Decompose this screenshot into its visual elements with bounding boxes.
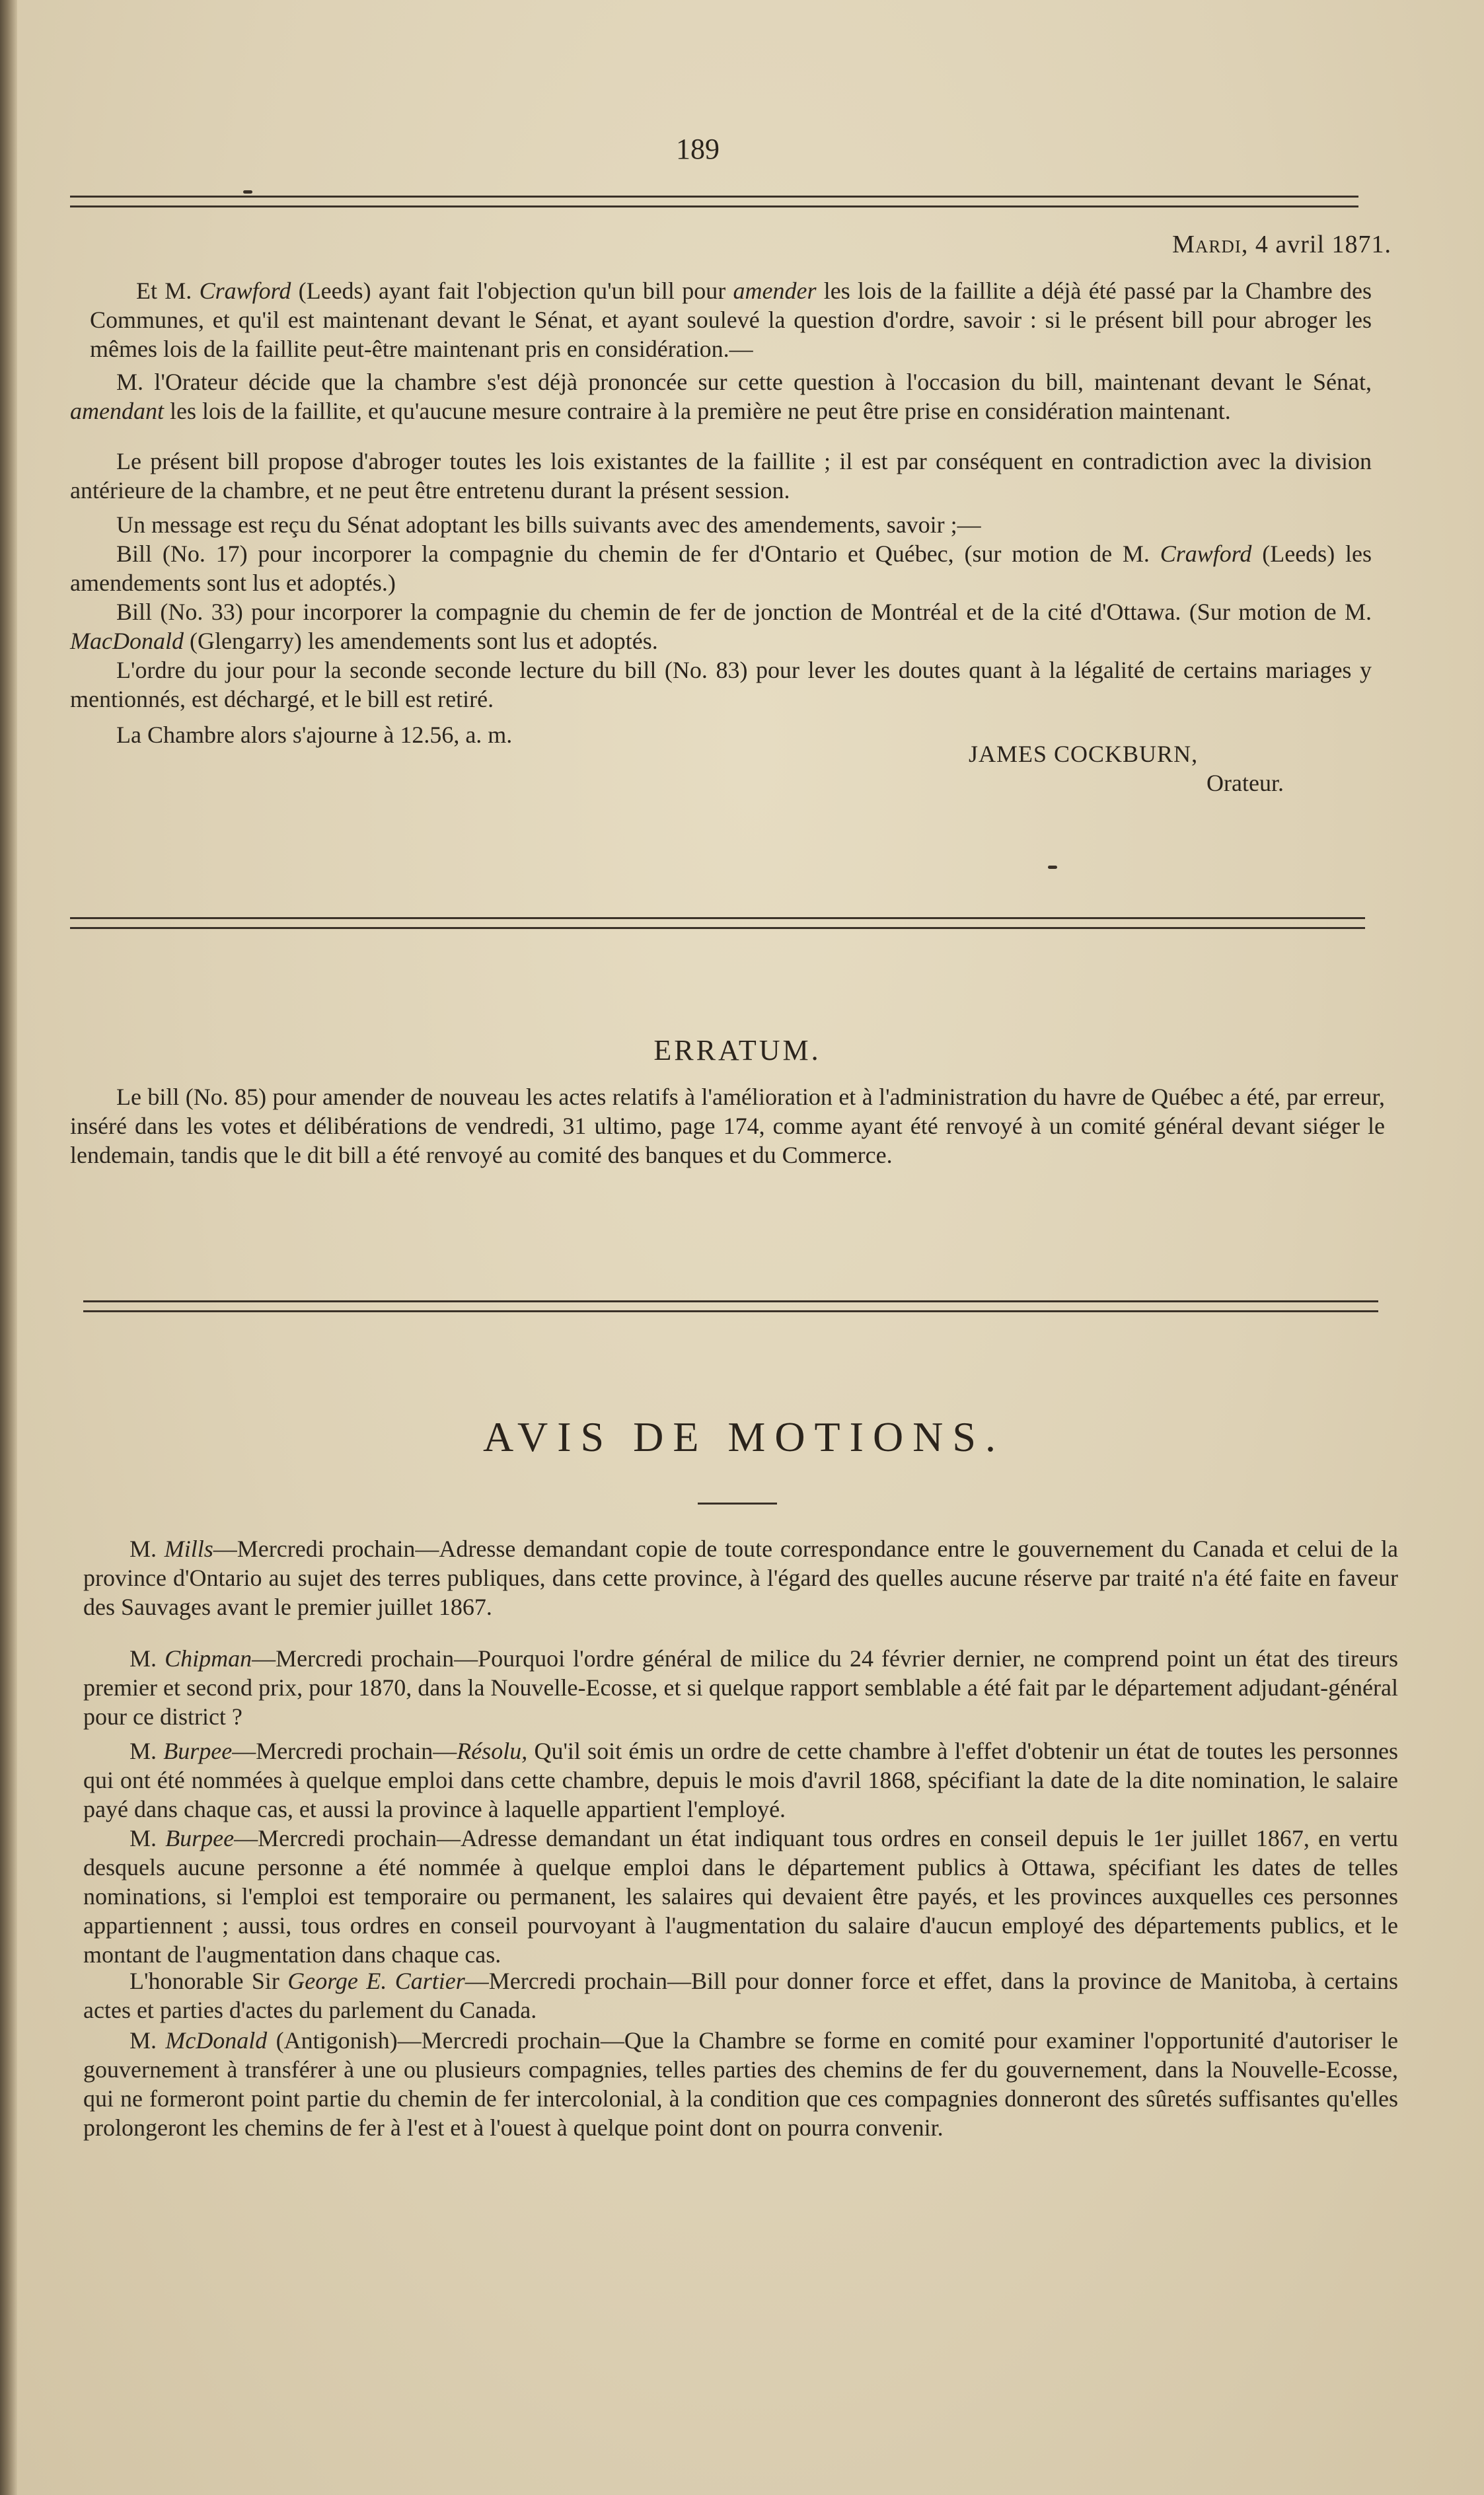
motion-chipman: M. Chipman—Mercredi prochain—Pourquoi l'ordre général de milice du 24 février dernier, ne comprend point un état des tireurs premier et second prix, pour 1870, dans la Nouvelle-Ecosse, et si quelque rapport semblable a été fait par le département adjudant-général pour ce district ? (83, 1645, 1398, 1730)
heading-underline (698, 1503, 777, 1505)
motion-cartier: L'honorable Sir George E. Cartier—Mercredi prochain—Bill pour donner force et effet, dans la province de Manitoba, à certains actes et parties d'actes du parlement du Canada. (83, 1968, 1398, 2023)
paragraph-order-of-day: L'ordre du jour pour la seconde seconde lecture du bill (No. 83) pour lever les doutes quant à la légalité de certains mariages y mentionnés, est déchargé, et le bill est retiré. (70, 657, 1372, 712)
signature-title: Orateur. (1206, 770, 1284, 796)
section-double-rule (70, 917, 1365, 929)
paragraph-bill-proposal: Le présent bill propose d'abroger toutes les lois existantes de la faillite ; il est par conséquent en contradiction avec la division antérieure de la chambre, et ne peut être entretenu durant la présent session. (70, 448, 1372, 503)
motion-burpee-1: M. Burpee—Mercredi prochain—Résolu, Qu'il soit émis un ordre de cette chambre à l'effet d'obtenir un état de toutes les personnes qui ont été nommées à quelque emploi dans cette chambre, depuis le mois d'avril 1868, spécifiant la date de la dite nomination, le salaire payé dans chaque cas, et aussi la province à laquelle appartient l'employé. (83, 1738, 1399, 1822)
book-binding-edge (0, 0, 17, 2495)
date-rest: , 4 avril 1871. (1241, 231, 1391, 258)
erratum-heading: ERRATUM. (653, 1034, 821, 1066)
ink-speck (243, 190, 252, 194)
date-day: Mardi (1172, 231, 1242, 258)
session-date (1172, 230, 1391, 259)
paragraph-speaker-ruling: M. l'Orateur décide que la chambre s'est déjà prononcée sur cette question à l'occasion du bill, maintenant devant le Sénat, amendant les lois de la faillite, et qu'aucune mesure contraire à la première ne peut être prise en considération maintenant. (70, 369, 1372, 424)
paragraph-bill-17: Bill (No. 17) pour incorporer la compagnie du chemin de fer d'Ontario et Québec, (sur motion de M. Crawford (Leeds) les amendements sont lus et adoptés.) (70, 540, 1372, 596)
member-name: Crawford (199, 278, 291, 304)
motion-mcdonald: M. McDonald (Antigonish)—Mercredi prochain—Que la Chambre se forme en comité pour examiner l'opportunité d'autoriser le gouvernement à transférer à une ou plusieurs compagnies, telles parties des chemins de fer du gouvernement, dans la Nouvelle-Ecosse, qui ne formeront point partie du chemin de fer intercolonial, à la condition que ces compagnies donneront des sûretés suffisantes qu'elles prolongeront les chemins de fer à l'est et à l'ouest à quelque point dont on pourra convenir. (83, 2027, 1398, 2141)
page-number: 189 (676, 133, 720, 165)
paragraph-objection: Et M. Crawford (Leeds) ayant fait l'objection qu'un bill pour amender les lois de la faillite a déjà été passé par la Chambre des Communes, et qu'il est maintenant devant le Sénat, et ayant soulevé la question d'ordre, savoir : si le présent bill pour abroger les mêmes lois de la faillite peut-être maintenant pris en considération.— (90, 278, 1372, 362)
signature-name: JAMES COCKBURN, (969, 741, 1199, 767)
header-double-rule (70, 196, 1358, 207)
ink-speck (1048, 866, 1057, 869)
motion-mills: M. Mills—Mercredi prochain—Adresse demandant copie de toute correspondance entre le gouvernement du Canada et celui de la province d'Ontario au sujet des terres publiques, dans cette province, à l'égard des quelles aucune réserve par traité n'a été faite en faveur des Sauvages avant le premier juillet 1867. (83, 1536, 1398, 1620)
avis-de-motions-heading: AVIS DE MOTIONS. (483, 1413, 1005, 1460)
motion-burpee-2: M. Burpee—Mercredi prochain—Adresse demandant un état indiquant tous ordres en conseil depuis le 1er juillet 1867, en vertu desquels aucune personne a été nommée à quelque emploi dans le département publics à Ottawa, spécifiant les dates de telles nominations, si l'emploi est temporaire ou permanent, les salaires qui devaient être payés, et les provinces auxquelles ces personnes appartiennent ; aussi, tous ordres en conseil pourvoyant à l'augmentation du salaire d'aucun employé des départements publics, et le montant de l'augmentation dans chaque cas. (83, 1825, 1398, 1968)
paragraph-senate-message: Un message est reçu du Sénat adoptant les bills suivants avec des amendements, savoir ;— (116, 511, 981, 538)
erratum-text: Le bill (No. 85) pour amender de nouveau les actes relatifs à l'amélioration et à l'administration du havre de Québec a été, par erreur, inséré dans les votes et délibérations de vendredi, 31 ultimo, page 174, comme ayant été renvoyé à un comité général devant siéger le lendemain, tandis que le dit bill a été renvoyé au comité des banques et du Commerce. (70, 1084, 1385, 1168)
paragraph-adjournment: La Chambre alors s'ajourne à 12.56, a. m. (116, 722, 513, 748)
section-double-rule-lower (83, 1300, 1378, 1312)
document-page (17, 0, 1484, 2495)
paragraph-bill-33: Bill (No. 33) pour incorporer la compagnie du chemin de fer de jonction de Montréal et de la cité d'Ottawa. (Sur motion de M. MacDonald (Glengarry) les amendements sont lus et adoptés. (70, 599, 1372, 654)
